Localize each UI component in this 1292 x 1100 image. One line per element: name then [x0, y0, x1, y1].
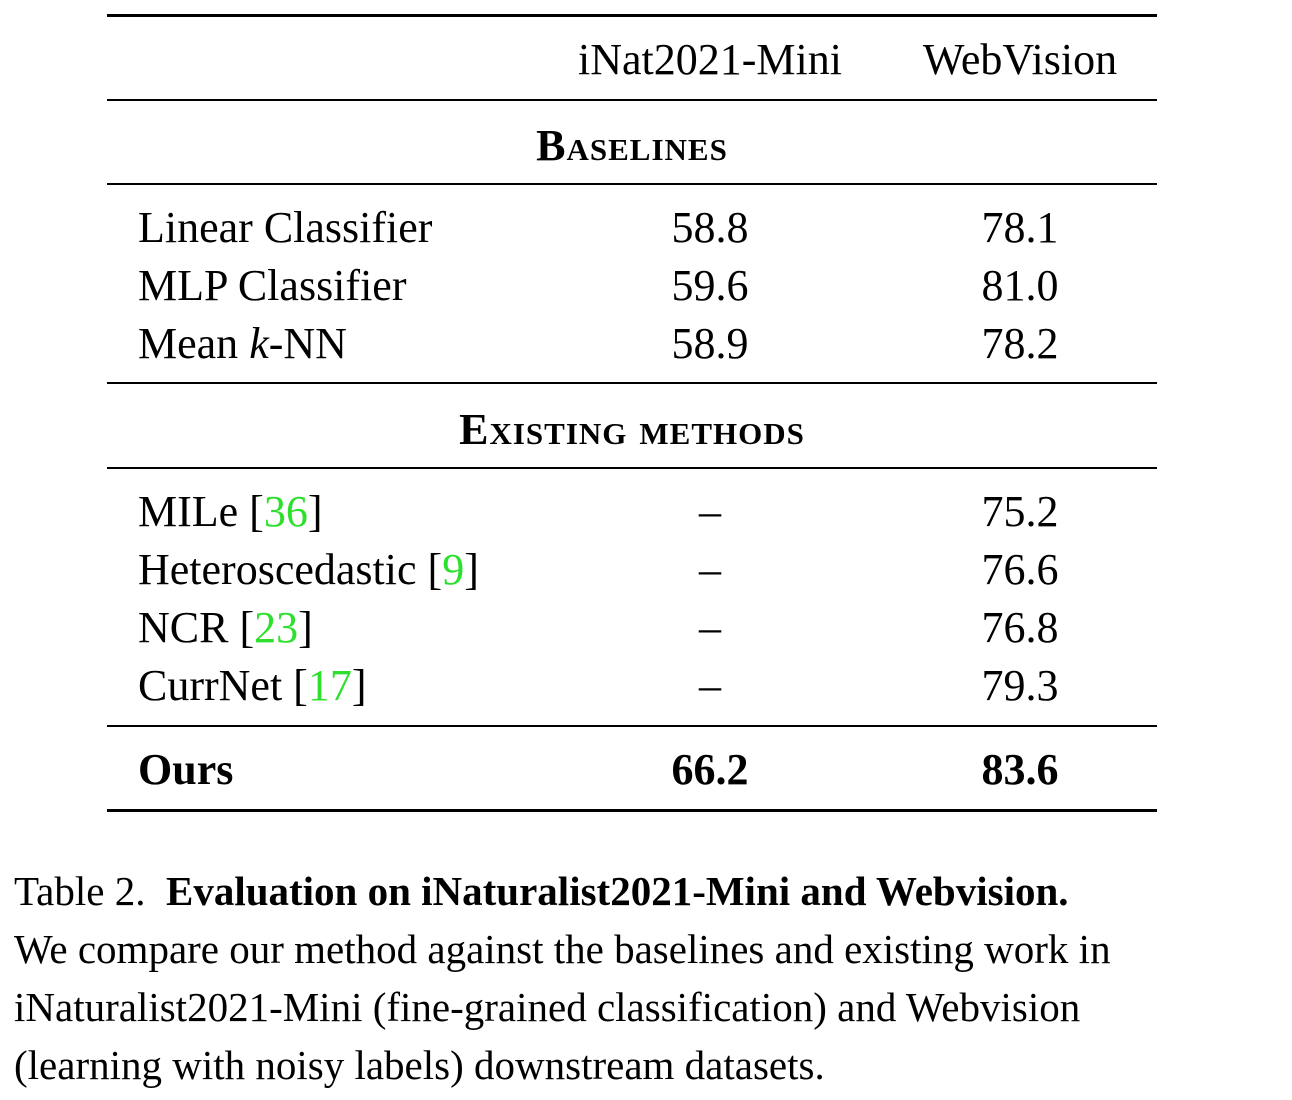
table-bottom-rule — [107, 809, 1157, 812]
row-method-mile — [138, 487, 323, 536]
citation-link-17[interactable]: 17 — [307, 661, 352, 710]
table-caption-line-1 — [14, 862, 1280, 920]
cell-web-mile: 75.2 — [981, 487, 1059, 536]
caption-title: Evaluation on iNaturalist2021-Mini and Webvision. — [165, 868, 1069, 914]
header-rule — [107, 99, 1157, 101]
table-caption-line-4: (learning with noisy labels) downstream datasets. — [14, 1042, 825, 1088]
cell-web-mlp: 81.0 — [981, 261, 1059, 310]
citation-link-9[interactable]: 9 — [442, 545, 465, 594]
section-title-baselines: Baselines — [536, 121, 728, 170]
cell-web-ncr: 76.8 — [981, 603, 1059, 652]
cell-web-currnet: 79.3 — [981, 661, 1059, 710]
mile-name: MILe [ — [138, 487, 264, 536]
table-caption-line-2: We compare our method against the baselines and existing work in — [14, 926, 1111, 972]
caption-label: Table 2. — [14, 868, 146, 914]
knn-suffix: -NN — [268, 319, 347, 368]
cell-inat-knn: 58.9 — [671, 319, 749, 368]
citation-link-36[interactable]: 36 — [263, 487, 308, 536]
ncr-name: NCR [ — [138, 603, 255, 652]
row-method-hetero — [138, 545, 479, 594]
section-rule-existing — [107, 467, 1157, 469]
ncr-close: ] — [298, 603, 313, 652]
cell-web-hetero: 76.6 — [981, 545, 1059, 594]
row-method-currnet — [138, 661, 367, 710]
currnet-name: CurrNet [ — [138, 661, 308, 710]
cell-inat-ours: 66.2 — [671, 745, 749, 794]
table-caption-line-3: iNaturalist2021-Mini (fine-grained classification) and Webvision — [14, 984, 1081, 1030]
section-rule-existing-top — [107, 382, 1157, 384]
knn-prefix: Mean — [138, 319, 250, 368]
ours-rule — [107, 725, 1157, 727]
cell-inat-linear: 58.8 — [671, 203, 749, 252]
cell-inat-ncr: – — [699, 603, 721, 652]
cell-inat-mlp: 59.6 — [671, 261, 749, 310]
currnet-close: ] — [351, 661, 367, 710]
cell-inat-currnet: – — [699, 661, 721, 710]
mile-close: ] — [307, 487, 323, 536]
row-method-knn — [138, 319, 347, 368]
column-header-inat: iNat2021-Mini — [578, 35, 842, 84]
section-rule-baselines — [107, 183, 1157, 185]
cell-web-linear: 78.1 — [981, 203, 1059, 252]
knn-italic-k: k — [249, 319, 269, 368]
row-method-ncr — [138, 603, 313, 652]
hetero-name: Heteroscedastic [ — [138, 545, 443, 594]
cell-web-knn: 78.2 — [981, 319, 1059, 368]
citation-link-23[interactable]: 23 — [254, 603, 299, 652]
row-method-linear: Linear Classifier — [138, 203, 433, 252]
row-method-ours: Ours — [138, 745, 234, 794]
section-title-existing: Existing methods — [459, 405, 805, 454]
column-header-webvision: WebVision — [922, 35, 1118, 84]
table-top-rule — [107, 14, 1157, 17]
cell-web-ours: 83.6 — [981, 745, 1059, 794]
hetero-close: ] — [464, 545, 479, 594]
cell-inat-hetero: – — [699, 545, 721, 594]
row-method-mlp: MLP Classifier — [138, 261, 407, 310]
cell-inat-mile: – — [699, 487, 721, 536]
